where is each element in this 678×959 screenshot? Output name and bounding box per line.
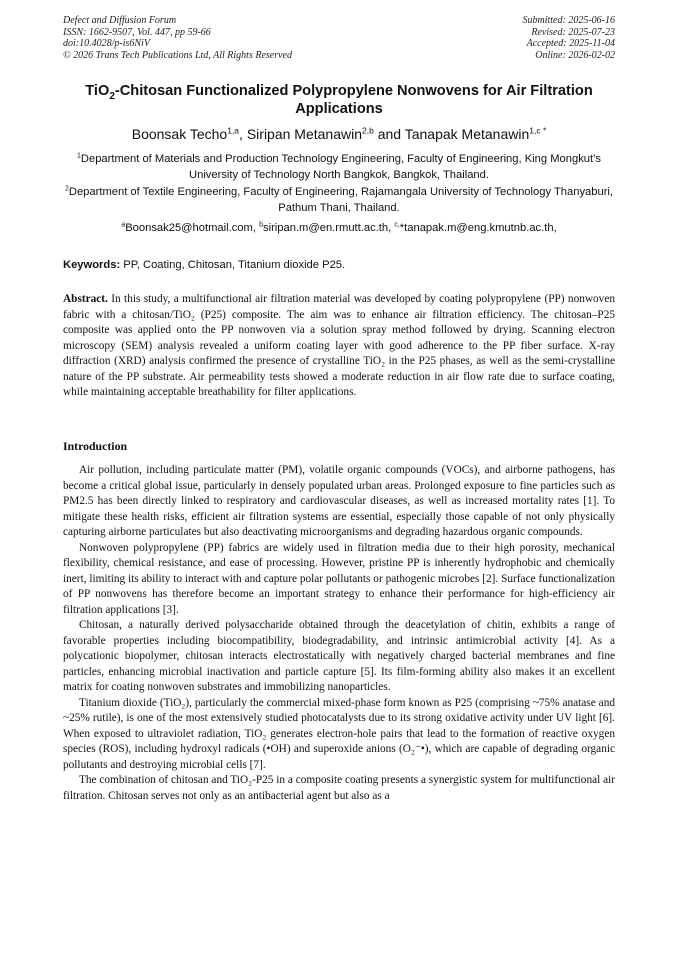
accepted-date: Accepted: 2025-11-04 [526,38,615,50]
revised-date: Revised: 2025-07-23 [531,26,615,38]
email-1: Boonsak25@hotmail.com, [125,222,260,234]
doi: doi:10.4028/p-is6NiV [63,38,150,50]
introduction-body [63,463,615,804]
paragraph: Air pollution, including particulate matter (PM), volatile organic compounds (VOCs), and airborne pathogens, has become a critical global issue, particularly in densely populated urban areas. Prolonged exposure to fine particles such as PM2.5 has been directly linked to respiratory and cardiovascular diseases, as well as increased mortality rates [1]. To mitigate these health risks, efficient air filtration systems are essential, especially those capable of not only physically capturing airborne particulates but also deactivating microorganisms and degrading hazardous organic compounds. [63,464,615,538]
header-left [63,15,292,61]
author-2-sup: 2,b [362,125,374,136]
title-part2: -Chitosan Functionalized Polypropylene Nonwovens for Air Filtration Applications [114,83,593,117]
submitted-date: Submitted: 2025-06-16 [522,15,615,26]
section-heading-introduction: Introduction [63,439,128,453]
title-subscript: 2 [109,90,115,102]
abstract [63,292,615,401]
email-1-sup: a [121,221,126,229]
affiliation-2-sup: 2 [64,185,69,193]
journal-name: Defect and Diffusion Forum [63,15,177,26]
keywords-label: Keywords: [63,259,121,271]
author-1: Boonsak Techo [131,126,228,142]
keywords [63,258,615,273]
abstract-label: Abstract. [63,293,108,305]
paragraph: Nonwoven polypropylene (PP) fabrics are widely used in filtration media due to their high porosity, mechanical flexibility, chemical resistance, and ease of processing. However, pristine PP is inherently hydrophobic and chemically inert, limiting its ability to interact with and capture polar pollutants or pathogenic microbes [2]. Surface functionalization of PP nonwovens has therefore become an important strategy to enhance their performance for high-efficiency air filtration applications [3]. [63,541,615,616]
author-3-sup: 1,c * [529,125,547,136]
affiliation-2-text: Department of Textile Engineering, Faculty of Engineering, Rajamangala University of Technology Thanyaburi, Pathum Thani, Thailand. [68,186,614,214]
copyright: © 2026 Trans Tech Publications Ltd, All Rights Reserved [63,49,292,61]
email-3-sup: c, [394,221,400,229]
affiliation-1-text: Department of Materials and Production Technology Engineering, Faculty of Engineering, King Mongkut’s University of Technology North Bangkok, Bangkok, Thailand. [80,153,601,181]
email-3: *tanapak.m@eng.kmutnb.ac.th, [399,222,557,234]
paragraph: Titanium dioxide (TiO₂), particularly the commercial mixed-phase form known as P25 (comprising ~75% anatase and ~25% rutile), is one of the most extensively studied photocatalysts due to its strong oxidative activity under UV light [6]. When exposed to ultraviolet radiation, TiO₂ generates electron-hole pairs that lead to the formation of reactive oxygen species (ROS), including hydroxyl radicals (•OH) and superoxide anions (O₂⁻•), which are capable of degrading organic pollutants and destroying microbial cells [7]. [63,696,615,771]
author-3: Tanapak Metanawin [404,126,530,142]
email-2-sup: b [259,221,263,229]
author-sep: and [373,126,405,142]
author-list [63,125,615,143]
affiliation-2 [63,185,615,216]
keywords-text: PP, Coating, Chitosan, Titanium dioxide P25. [120,259,346,271]
issn: ISSN: 1662-9507, Vol. 447, pp 59-66 [63,26,211,38]
author-emails [63,221,615,236]
email-2: siripan.m@en.rmutt.ac.th, [262,222,395,234]
paper-title [63,82,615,118]
title-part1: TiO [85,83,110,99]
affiliation-1-sup: 1 [76,152,81,160]
paragraph: The combination of chitosan and TiO₂-P25 in a composite coating presents a synergistic system for multifunctional air filtration. Chitosan serves not only as an antibacterial agent but also as a [63,774,615,802]
header-right [523,15,616,61]
author-2: Siripan Metanawin [246,126,362,142]
paragraph: Chitosan, a naturally derived polysaccharide obtained through the deacetylation of chitin, exhibits a range of favorable properties including biocompatibility, biodegradability, and intrinsic antimicrobial activity [4]. As a polycationic biopolymer, chitosan interacts electrostatically with negatively charged bacterial membranes and fine particles, enhancing microbial inactivation and particle capture [5]. Its film-forming ability also makes it an excellent matrix for coating nonwoven substrates and immobilizing nanoparticles. [63,619,615,693]
author-sep: , [239,126,247,142]
affiliation-1 [63,152,615,183]
author-1-sup: 1,a [227,125,240,136]
online-date: Online: 2026-02-02 [535,49,615,61]
abstract-text: In this study, a multifunctional air filtration material was developed by coating polypropylene (PP) nonwoven fabric with a chitosan/TiO₂ (P25) composite. The aim was to enhance air filtration efficiency. The chitosan–P25 composite was applied onto the PP nonwoven via a solution spray method followed by drying. Scanning electron microscopy (SEM) analysis revealed a uniform coating layer with good adherence to the PP fiber surface. X-ray diffraction (XRD) analysis confirmed the presence of crystalline TiO₂ in the P25 phases, as well as the semi-crystalline nature of the PP substrate. Air permeability tests showed a moderate reduction in air flow rate due to surface coating, while maintaining acceptable breathability for filter applications. [63,293,615,398]
